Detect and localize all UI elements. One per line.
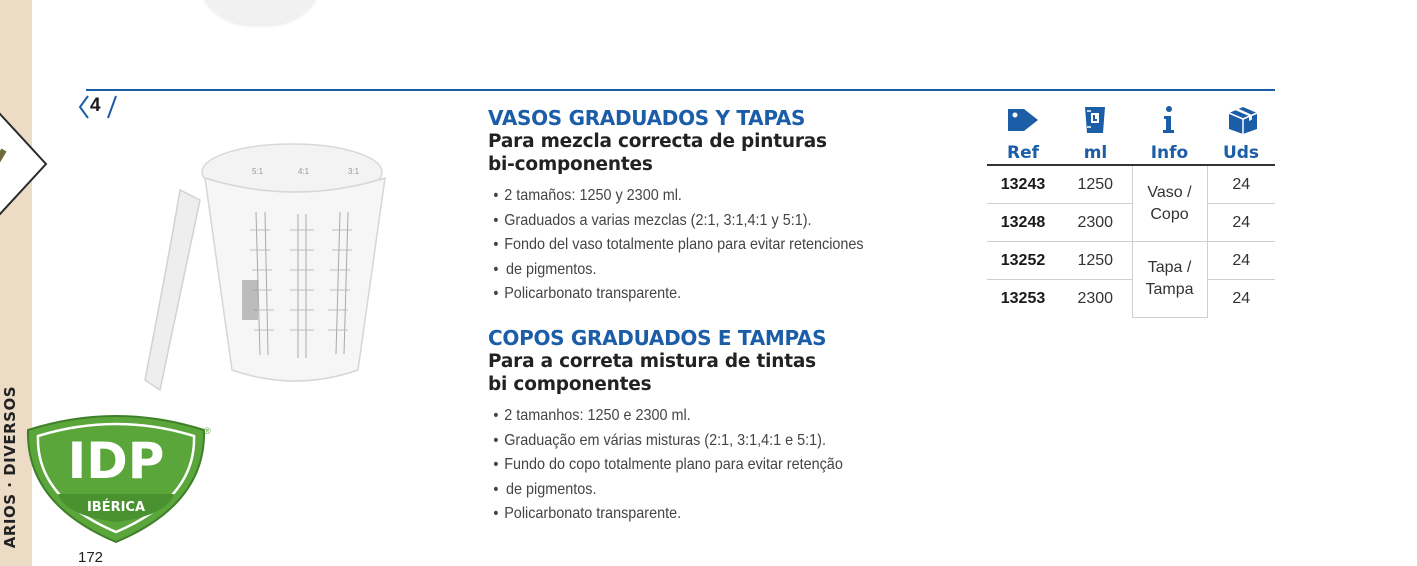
table-row <box>987 165 1275 204</box>
product-subtitle-pt-line2: bi componentes <box>488 374 652 395</box>
box-icon <box>1207 100 1279 140</box>
product-subtitle-es-line2: bi-componentes <box>488 154 653 175</box>
ref-cell: 13243 <box>987 165 1059 204</box>
list-item: • Graduação em várias misturas (2:1, 3:1,4:1 e 5:1). <box>493 429 916 454</box>
page-number: 172 <box>78 549 104 566</box>
uds-cell: 24 <box>1207 242 1275 280</box>
table-header-row <box>987 142 1275 165</box>
section-rule <box>86 89 1275 91</box>
list-item-continuation: • de pigmentos. <box>493 258 916 283</box>
info-cell <box>1132 242 1207 318</box>
ml-cell: 1250 <box>1059 165 1132 204</box>
previous-product-image <box>196 0 324 24</box>
ml-cell: 2300 <box>1077 289 1114 307</box>
feature-list-es <box>488 184 916 307</box>
ref-cell: 13252 <box>987 242 1059 280</box>
list-item: • Fundo do copo totalmente plano para evitar retenção <box>493 453 916 478</box>
product-subtitle-es-line1: Para mezcla correcta de pinturas <box>488 131 827 152</box>
info-line: Vaso / <box>1147 183 1192 201</box>
cup-scale-label: 4:1 <box>298 167 310 176</box>
list-item: • Policarbonato transparente. <box>493 502 916 527</box>
info-line: Tapa / <box>1147 259 1192 277</box>
section-number: 4 <box>90 95 101 116</box>
list-item: • 2 tamanhos: 1250 e 2300 ml. <box>493 404 916 429</box>
ml-cell: 2300 <box>1059 204 1132 242</box>
spanish-description <box>488 106 928 307</box>
feature-list-pt <box>488 404 916 527</box>
info-line: Copo <box>1150 205 1189 223</box>
tag-icon <box>987 100 1059 140</box>
table-row <box>987 204 1275 242</box>
measuring-cup-icon <box>1059 100 1131 140</box>
ref-cell: 13248 <box>987 204 1059 242</box>
idp-iberica-logo <box>20 408 216 548</box>
ml-cell: 1250 <box>1059 242 1132 280</box>
graduated-cup-image <box>130 130 420 410</box>
column-header-ml: ml <box>1059 142 1132 165</box>
ref-cell: 13253 <box>1000 289 1046 307</box>
table-row <box>987 280 1275 318</box>
column-header-info: Info <box>1132 142 1207 165</box>
list-item: • Policarbonato transparente. <box>493 282 916 307</box>
product-title-pt: COPOS GRADUADOS E TAMPAS <box>488 326 827 350</box>
list-item-continuation: • de pigmentos. <box>493 478 916 503</box>
column-header-uds: Uds <box>1207 142 1275 165</box>
hexagon-tab-icon <box>0 112 50 216</box>
info-line: Tampa <box>1145 281 1194 299</box>
logo-brand-name: IDP <box>67 432 165 490</box>
list-item: • Fondo del vaso totalmente plano para evitar retenciones <box>493 233 916 258</box>
product-spec-table <box>987 142 1275 318</box>
table-icon-row <box>987 100 1275 140</box>
portuguese-description <box>488 326 928 527</box>
column-header-ref: Ref <box>987 142 1059 165</box>
uds-cell: 24 <box>1207 204 1275 242</box>
table-row <box>987 242 1275 280</box>
list-item: • 2 tamaños: 1250 y 2300 ml. <box>493 184 916 209</box>
side-category-label: ARIOS · DIVERSOS <box>1 386 19 549</box>
cup-scale-label: 5:1 <box>252 167 264 176</box>
cup-scale-label: 3:1 <box>348 167 360 176</box>
section-number-badge <box>78 94 118 120</box>
info-icon <box>1132 100 1204 140</box>
logo-brand-subname: IBÉRICA <box>86 500 146 515</box>
uds-cell: 24 <box>1232 289 1251 307</box>
info-cell <box>1132 165 1207 242</box>
list-item: • Graduados a varias mezclas (2:1, 3:1,4:1 y 5:1). <box>493 209 916 234</box>
registered-mark: ® <box>204 426 211 436</box>
product-title-es: VASOS GRADUADOS Y TAPAS <box>488 106 806 130</box>
product-subtitle-pt-line1: Para a correta mistura de tintas <box>488 351 816 372</box>
uds-cell: 24 <box>1207 165 1275 204</box>
